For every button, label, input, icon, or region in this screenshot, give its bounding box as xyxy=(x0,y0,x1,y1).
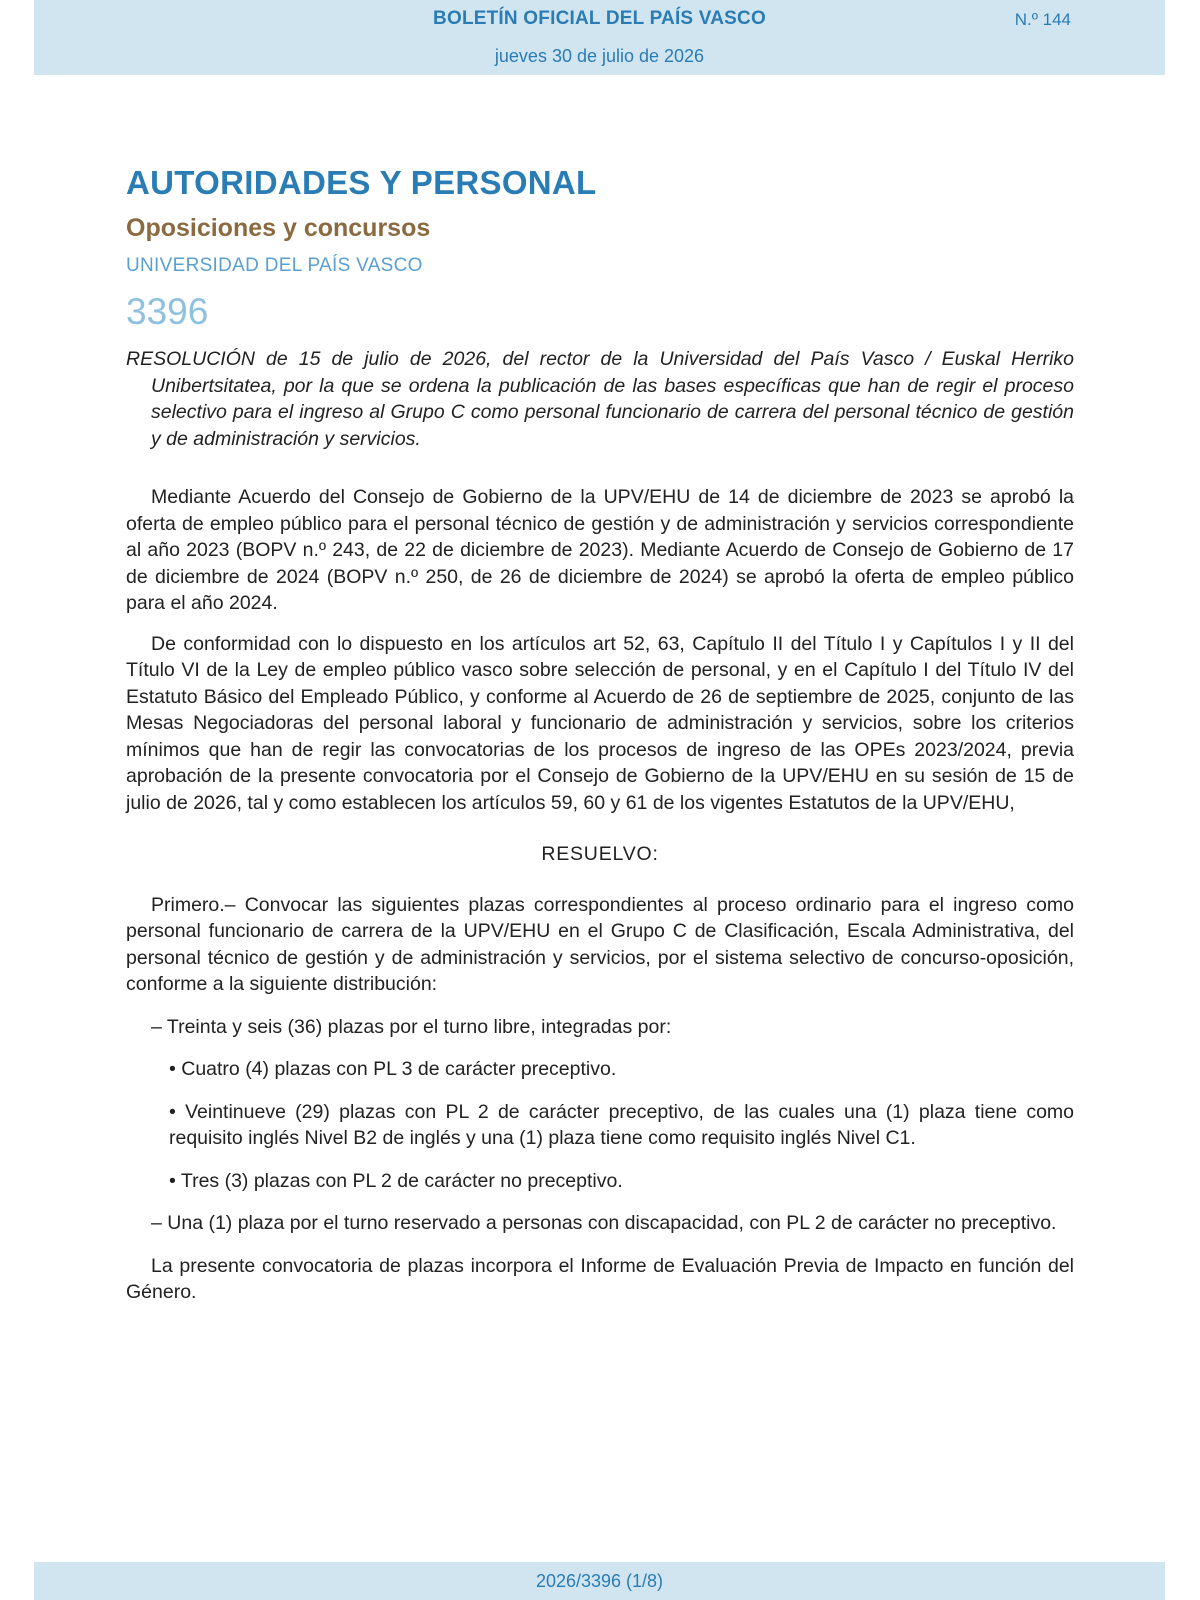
page-reference: 2026/3396 (1/8) xyxy=(535,1571,664,1591)
section-title: AUTORIDADES Y PERSONAL xyxy=(126,164,597,201)
resolve-heading: RESUELVO: xyxy=(541,843,659,865)
resolution-summary: RESOLUCIÓN de 15 de julio de 2026, del rector de la Universidad del País Vasco / Euskal Herriko Unibertsitatea, por la que se ordena la publicación de las bases específicas que han de regir el proceso selectivo para el ingreso al Grupo C como personal funcionario de carrera del personal técnico de gestión y de administración y servicios. xyxy=(126,348,1074,450)
bullet-item: • Cuatro (4) plazas con PL 3 de carácter preceptivo. xyxy=(169,1058,617,1080)
list-item-free-turn: – Treinta y seis (36) plazas por el turno libre, integradas por: xyxy=(151,1015,672,1038)
list-item-disability-turn: – Una (1) plaza por el turno reservado a personas con discapacidad, con PL 2 de carácter no preceptivo. xyxy=(151,1212,1057,1234)
document-content xyxy=(126,163,1074,1306)
header-banner xyxy=(34,0,1165,75)
paragraph-gender-impact: La presente convocatoria de plazas incorpora el Informe de Evaluación Previa de Impacto en función del Género. xyxy=(126,1254,1074,1303)
bulletin-date: jueves 30 de julio de 2026 xyxy=(494,46,705,66)
paragraph-legal-basis: De conformidad con lo dispuesto en los artículos art 52, 63, Capítulo II del Título I y Capítulos I y II del Título VI de la Ley de empleo público vasco sobre selección de personal, y en el Capítulo I del Título IV del Estatuto Básico del Empleado Público, y conforme al Acuerdo de 26 de septiembre de 2025, conjunto de las Mesas Negociadoras del personal laboral y funcionario de administración y servicios, sobre los criterios mínimos que han de regir las convocatorias de los procesos de ingreso de las OPEs 2023/2024, previa aprobación de la presente convocatoria por el Consejo de Gobierno de la UPV/EHU en su sesión de 15 de julio de 2026, tal y como establecen los artículos 59, 60 y 61 de los vigentes Estatutos de la UPV/EHU, xyxy=(126,632,1074,814)
institution-name: UNIVERSIDAD DEL PAÍS VASCO xyxy=(126,255,423,276)
document-number: 3396 xyxy=(126,291,209,332)
subsection-title: Oposiciones y concursos xyxy=(126,214,431,242)
paragraph-first-article: Primero.– Convocar las siguientes plazas correspondientes al proceso ordinario para el ingreso como personal funcionario de carrera de la UPV/EHU en el Grupo C de Clasificación, Escala Administrativa, del personal técnico de gestión y de administración y servicios, por el sistema selectivo de concurso-oposición, conforme a la siguiente distribución: xyxy=(126,893,1074,995)
bullet-item: • Tres (3) plazas con PL 2 de carácter no preceptivo. xyxy=(169,1169,623,1192)
paragraph-offer: Mediante Acuerdo del Consejo de Gobierno de la UPV/EHU de 14 de diciembre de 2023 se aprobó la oferta de empleo público para el personal técnico de gestión y de administración y servicios correspondiente al año 2023 (BOPV n.º 243, de 22 de diciembre de 2023). Mediante Acuerdo de Consejo de Gobierno de 17 de diciembre de 2024 (BOPV n.º 250, de 26 de diciembre de 2024) se aprobó la oferta de empleo público para el año 2024. xyxy=(126,486,1074,614)
bulletin-title: BOLETÍN OFICIAL DEL PAÍS VASCO xyxy=(433,8,766,29)
bullet-item: • Veintinueve (29) plazas con PL 2 de carácter preceptivo, de las cuales una (1) plaza tiene como requisito inglés Nivel B2 de inglés y una (1) plaza tiene como requisito inglés Nivel C1. xyxy=(169,1100,1074,1149)
bulletin-number: N.º 144 xyxy=(1014,10,1071,29)
footer-banner xyxy=(34,1562,1165,1600)
